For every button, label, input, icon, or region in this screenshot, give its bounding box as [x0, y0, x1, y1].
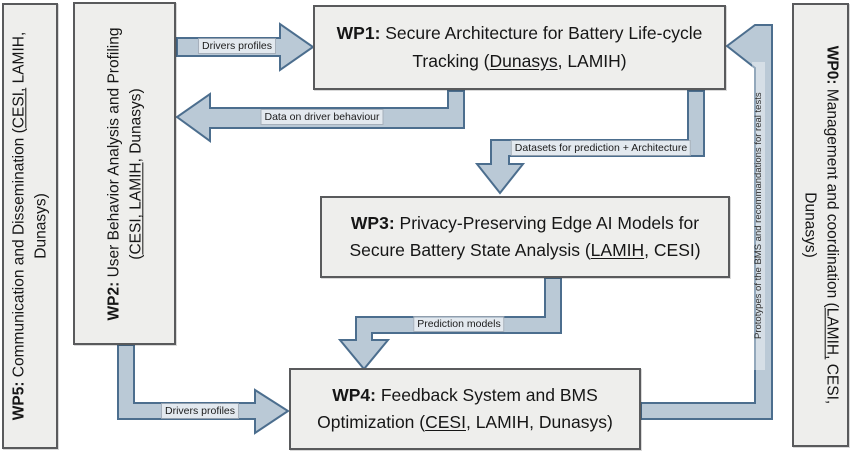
wp4-partner-underlined: CESI — [425, 412, 466, 432]
wp3-code: WP3: — [350, 212, 395, 233]
wp4-code: WP4: — [332, 384, 376, 405]
wp0-partner-underlined: LAMIH, — [823, 307, 841, 360]
arrow-wp2-to-wp4 — [118, 345, 288, 433]
wp2-partners-underlined: CESI, LAMIH — [126, 161, 144, 255]
arrow-label-prediction-models: Prediction models — [413, 316, 504, 332]
wp1-box — [313, 5, 726, 90]
wp3-text-2: , CESI) — [644, 240, 701, 260]
wp5-partner-underlined: CESI, — [10, 87, 28, 129]
wp2-label — [103, 9, 146, 339]
arrow-label-drivers-profiles-top: Drivers profiles — [198, 38, 276, 54]
arrow-label-prototypes-vertical: Prototypes of the BMS and recommandations for real tests — [752, 62, 765, 370]
arrow-label-data-on-driver-behaviour: Data on driver behaviour — [261, 109, 384, 125]
wp5-text: Communication and Dissemination ( — [10, 128, 28, 382]
wp0-code: WP0: — [823, 45, 841, 85]
wp4-label — [295, 382, 635, 436]
wp0-box — [792, 3, 849, 447]
wp1-partner-underlined: Dunasys — [489, 50, 558, 71]
wp2-text: User Behavior Analysis and Profiling ( — [104, 27, 144, 282]
wp1-text-2: , LAMIH) — [557, 50, 627, 71]
wp4-box — [289, 368, 641, 450]
wp1-label — [320, 20, 720, 74]
wp3-label — [325, 210, 725, 264]
wp5-box — [2, 3, 58, 449]
wp0-text-2: CESI, Dunasys) — [801, 192, 841, 405]
wp4-text: Feedback System and BMS Optimization ( — [317, 384, 598, 432]
wp2-text-2: , Dunasys) — [126, 87, 144, 162]
arrow-label-datasets-for-prediction: Datasets for prediction + Architecture — [511, 140, 691, 156]
wp2-code: WP2: — [104, 281, 122, 320]
wp1-code: WP1: — [336, 23, 381, 44]
wp3-box — [320, 196, 730, 278]
wp0-text: Management and coordination ( — [823, 84, 841, 308]
wp1-text: Secure Architecture for Battery Life-cycle Tracking ( — [380, 23, 703, 71]
arrow-label-drivers-profiles-bottom: Drivers profiles — [161, 403, 239, 419]
wp3-partner-underlined: LAMIH — [590, 240, 645, 260]
wp4-text-2: , LAMIH, Dunasys) — [465, 412, 613, 432]
wp0-label — [799, 13, 842, 438]
wp5-label — [8, 11, 51, 441]
wp5-text-2: LAMIH, Dunasys) — [10, 31, 49, 259]
wp2-box — [73, 2, 176, 345]
wp3-text: Privacy-Preserving Edge AI Models for Secure Battery State Analysis ( — [349, 212, 700, 260]
wp5-code: WP5: — [10, 381, 28, 421]
